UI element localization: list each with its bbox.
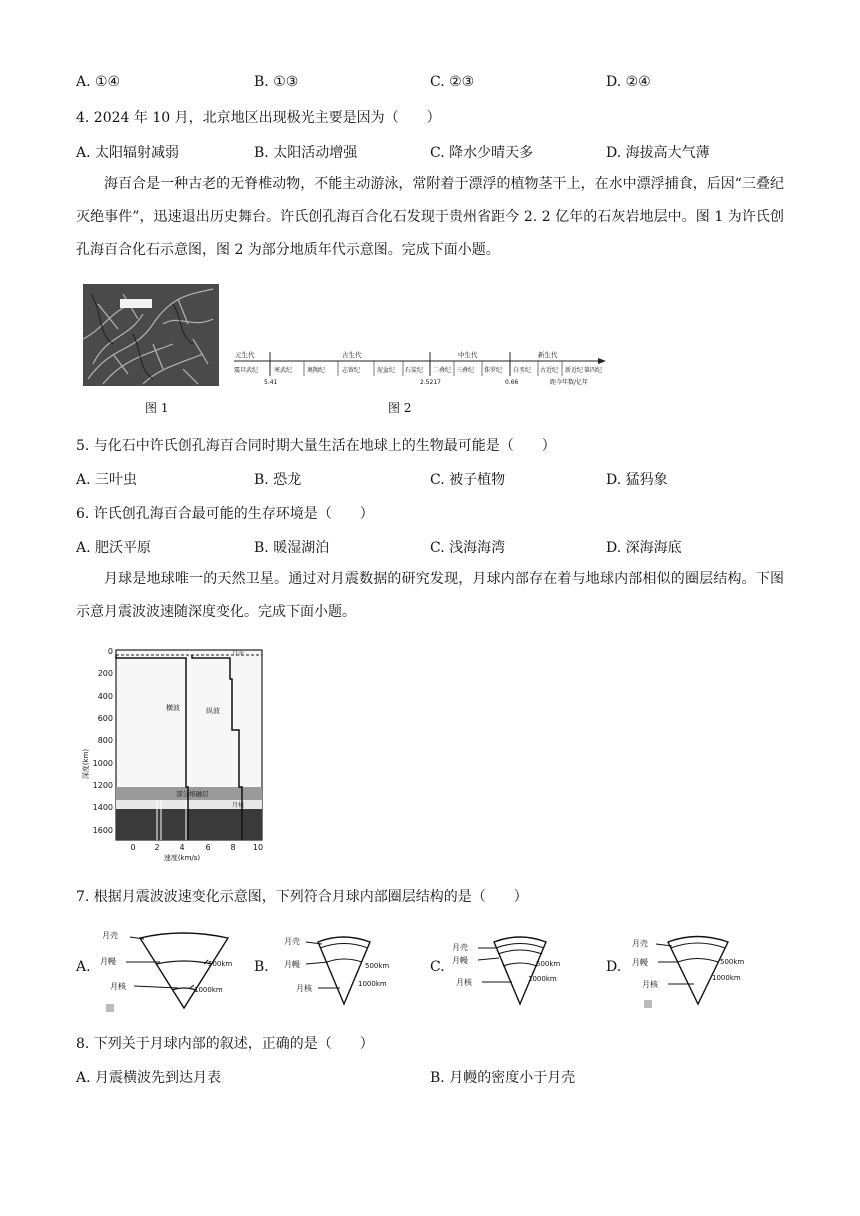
q7-option-c-label: C. [430,959,445,975]
crust-label: 月壳 [632,939,648,948]
y-tick: 400 [97,692,113,701]
fossil-photo [83,284,219,386]
p-wave-label: 纵波 [206,707,220,715]
age-label: 2.5217 [420,379,441,386]
q8-option-a: A. 月震横波先到达月表 [76,1070,222,1086]
y-tick: 0 [107,647,113,656]
depth-1000-label: 1000km [194,986,223,994]
period-label: 寒武纪 [274,367,293,374]
q6-option-c: C. 浅海海湾 [430,540,506,556]
q4-option-a: A. 太阳辐射减弱 [76,145,180,161]
partial-melt-label: 部分熔融层 [176,790,209,798]
crust-label: 月壳 [232,650,245,657]
era-label: 新生代 [538,351,558,359]
period-label: 二叠纪 [433,367,452,374]
q7-option-c-diagram [450,930,590,1010]
q8-option-b: B. 月幔的密度小于月壳 [430,1070,576,1086]
y-axis-label: 深度(km) [82,748,90,780]
period-label: 第四纪 [584,367,603,374]
period-label: 泥盆纪 [377,367,396,374]
q7-option-d-label: D. [606,959,622,975]
mantle-label: 月幔 [632,958,648,967]
age-label: 0.66 [505,379,519,386]
q7-option-d-diagram [630,928,770,1012]
depth-500-label: 500km [208,960,233,968]
x-tick: 8 [230,843,236,852]
period-label: 志留纪 [342,367,361,374]
s-wave-label: 横波 [166,704,180,712]
prev-option-b: B. ①③ [254,74,299,90]
prev-option-c: C. ②③ [430,74,475,90]
y-tick: 600 [97,714,113,723]
crust-label: 月壳 [102,931,118,940]
era-label: 元生代 [235,351,255,359]
depth-500-label: 500km [536,960,561,968]
geologic-timeline [232,346,608,392]
depth-500-label: 500km [720,958,745,966]
period-label: 侏罗纪 [484,367,503,374]
passage-moon: 月球是地球唯一的天然卫星。通过对月震数据的研究发现，月球内部存在着与地球内部相似的圈层结构。下图示意月震波波速随深度变化。完成下面小题。 [76,571,784,620]
q7-option-b-label: B. [254,959,269,975]
q7-option-a-diagram [100,928,250,1014]
q7-option-b-diagram [278,930,418,1010]
prev-option-d: D. ②④ [606,74,651,90]
period-label: 石炭纪 [405,367,424,374]
q4-option-d: D. 海拔高大气薄 [606,145,710,161]
moonquake-chart [82,644,272,864]
period-label: 震旦武纪 [234,367,259,374]
x-axis-label: 速度(km/s) [163,854,201,862]
mantle-label: 月幔 [452,956,468,965]
mantle-label: 月幔 [100,957,116,966]
q6-option-b: B. 暖湿湖泊 [254,540,330,556]
period-label: 白垩纪 [513,367,532,374]
passage-crinoid: 海百合是一种古老的无脊椎动物，不能主动游泳，常附着于漂浮的植物茎干上，在水中漂浮捕食，后因“三叠纪灭绝事件”，迅速退出历史舞台。许氏创孔海百合化石发现于贵州省距今 2. 2 亿年的石灰岩地层中。图 1 为许氏创孔海百合化石示意图，图 2 为部分地质年代示意图。完成下面小题。 [76,176,784,258]
x-tick: 6 [205,843,211,852]
q7-stem: 7. 根据月震波波速变化示意图，下列符合月球内部圈层结构的是（ ） [76,889,528,905]
y-tick: 800 [97,736,113,745]
age-label: 5.41 [264,379,278,386]
core-label: 月核 [642,980,658,989]
y-tick: 1000 [92,759,113,768]
period-label: 奥陶纪 [307,367,326,374]
core-label: 月核 [232,802,245,809]
y-tick: 1200 [92,781,113,790]
period-label: 古近纪 [540,367,559,374]
depth-1000-label: 1000km [358,980,387,988]
depth-1000-label: 1000km [528,975,557,983]
depth-1000-label: 1000km [712,974,741,982]
q6-option-a: A. 肥沃平原 [76,540,152,556]
q5-option-d: D. 猛犸象 [606,472,668,488]
y-tick: 1600 [92,826,113,835]
axis-label: 距今年数/亿年 [550,379,589,386]
x-tick: 4 [179,843,185,852]
q4-stem: 4. 2024 年 10 月，北京地区出现极光主要是因为（ ） [76,110,441,126]
core-label: 月核 [296,984,312,993]
figure1-caption: 图 1 [145,401,169,415]
x-tick: 0 [130,843,136,852]
era-label: 中生代 [458,351,478,359]
q4-option-b: B. 太阳活动增强 [254,145,358,161]
q6-option-d: D. 深海海底 [606,540,682,556]
x-tick: 2 [154,843,160,852]
q8-stem: 8. 下列关于月球内部的叙述，正确的是（ ） [76,1036,374,1052]
period-label: 新近纪 [565,367,584,374]
period-label: 三叠纪 [456,367,475,374]
q4-option-c: C. 降水少晴天多 [430,145,534,161]
prev-option-a: A. ①④ [76,74,121,90]
core-label: 月核 [110,982,126,991]
q7-option-a-label: A. [76,959,91,975]
core-label: 月核 [456,978,472,987]
q5-option-a: A. 三叶虫 [76,472,138,488]
q6-stem: 6. 许氏创孔海百合最可能的生存环境是（ ） [76,506,374,522]
mantle-label: 月幔 [284,960,300,969]
crust-label: 月壳 [452,943,468,952]
era-label: 古生代 [342,351,362,359]
q5-stem: 5. 与化石中许氏创孔海百合同时期大量生活在地球上的生物最可能是（ ） [76,438,556,454]
crust-label: 月壳 [284,937,300,946]
y-tick: 1400 [92,803,113,812]
figure2-caption: 图 2 [388,401,412,415]
x-tick: 10 [252,843,264,852]
depth-500-label: 500km [365,962,390,970]
y-tick: 200 [97,669,113,678]
q5-option-b: B. 恐龙 [254,472,302,488]
q5-option-c: C. 被子植物 [430,472,506,488]
